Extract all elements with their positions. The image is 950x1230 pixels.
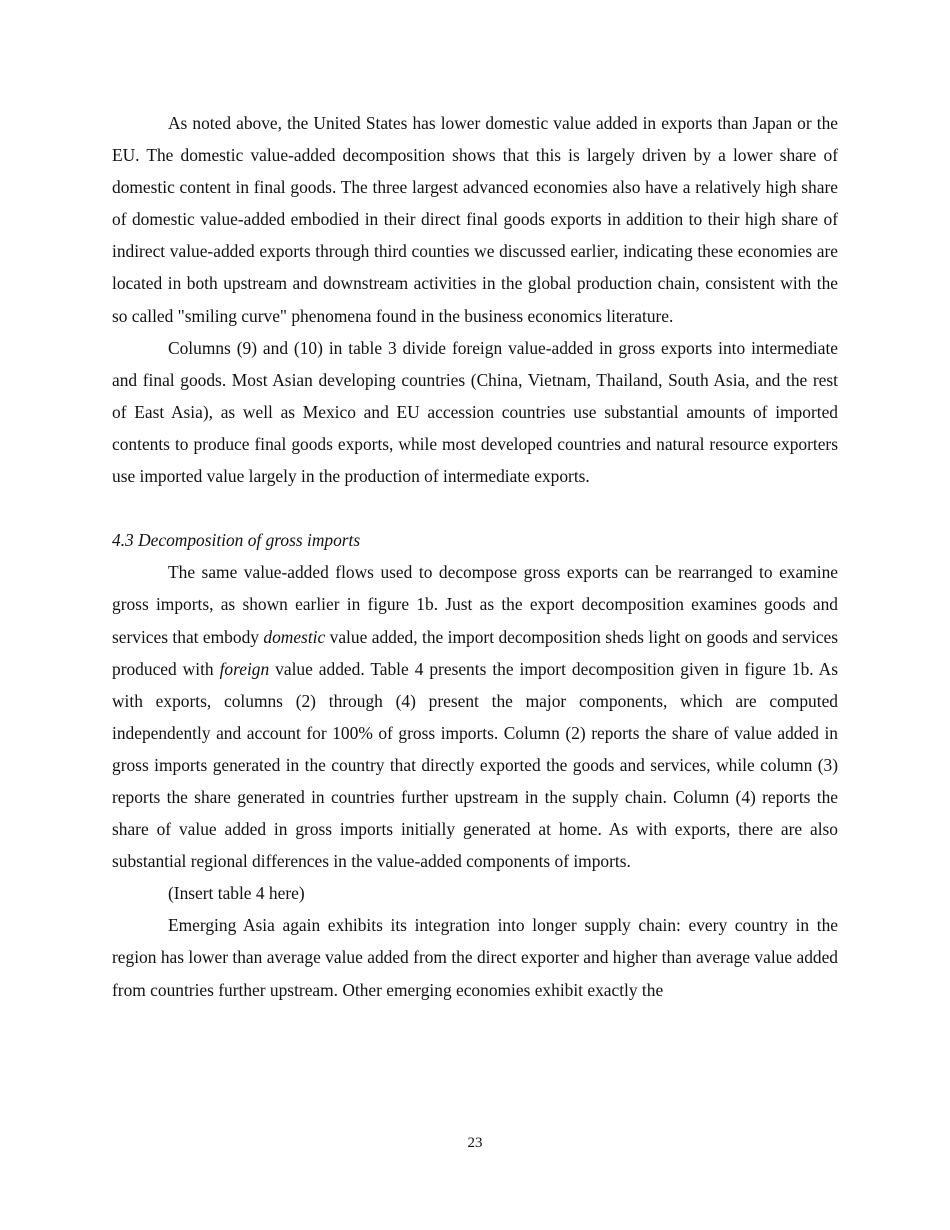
paragraph-foreign-value-added: Columns (9) and (10) in table 3 divide foreign value-added in gross exports into intermediate and final goods. Most Asian developing countries (China, Vietnam, Thailand, South Asia, and the rest of East Asia), as well as Mexico and EU accession countries use substantial amounts of imported contents to produce final goods exports, while most developed countries and natural resource exporters use imported value largely in the production of intermediate exports. [112, 337, 838, 487]
paragraph-text: value added, the import decomposition sheds light on goods and services produced with [112, 626, 838, 679]
paragraph-text: The same value-added flows used to decompose gross exports can be rearranged to examine gross imports, as shown earlier in figure 1b. Just as the export decomposition examines goods and services that embody [112, 562, 838, 647]
paragraph-spacer [112, 492, 838, 524]
page-number: 23 [467, 1135, 483, 1151]
paragraph-domestic-value-added: As noted above, the United States has lower domestic value added in exports than Japan or the EU. The domestic value-added decomposition shows that this is largely driven by a lower share of domestic content in final goods. The three largest advanced economies also have a relatively high share of domestic value-added embodied in their direct final goods exports in addition to their high share of indirect value-added exports through third counties we discussed earlier, indicating these economies are located in both upstream and downstream activities in the global production chain, consistent with the so called "smiling curve" phenomena found in the business economics literature. [112, 113, 838, 326]
emphasis-foreign: foreign [219, 658, 270, 679]
paragraph-text: value added. Table 4 presents the import decomposition given in figure 1b. As with exports, columns (2) through (4) present the major components, which are computed independently and account for 100% of gross imports. Column (2) reports the share of value added in gross imports generated in the country that directly exported the goods and services, while column (3) reports the share generated in countries further upstream in the supply chain. Column (4) reports the share of value added in gross imports initially generated at home. As with exports, there are also substantial regional differences in the value-added components of imports. [112, 658, 838, 872]
emphasis-domestic: domestic [263, 626, 326, 647]
section-heading: 4.3 Decomposition of gross imports [112, 530, 361, 551]
page-body [112, 107, 838, 1006]
paragraph-emerging-asia: Emerging Asia again exhibits its integration into longer supply chain: every country in the region has lower than average value added from the direct exporter and higher than average value added from countries further upstream. Other emerging economies exhibit exactly the [112, 915, 838, 1000]
insert-table-note: (Insert table 4 here) [168, 883, 305, 904]
paragraph-gross-imports [112, 556, 838, 877]
